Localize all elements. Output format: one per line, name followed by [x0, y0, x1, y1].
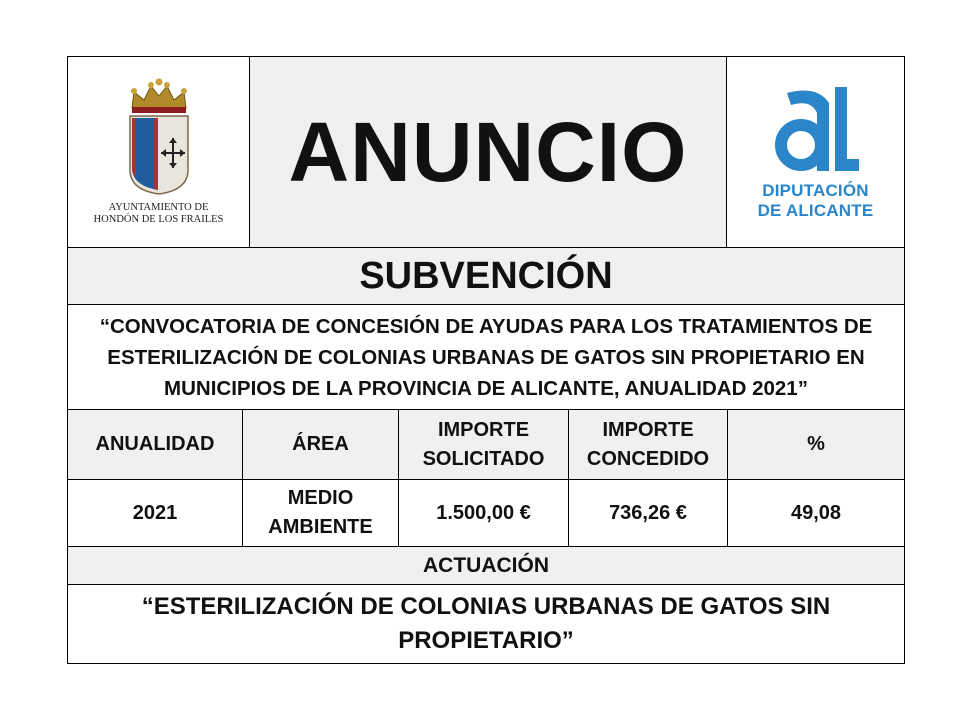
- title-cell: [250, 57, 727, 247]
- header-anualidad: ANUALIDAD: [68, 410, 243, 479]
- announcement-sheet: [67, 56, 905, 664]
- page-title: ANUNCIO: [288, 104, 688, 199]
- ayuntamiento-caption-line1: AYUNTAMIENTO DE: [108, 202, 209, 213]
- cell-porcentaje: 49,08: [790, 501, 842, 524]
- diputacion-logo-cell: [727, 57, 904, 247]
- header-importe-concedido: IMPORTE CONCEDIDO: [569, 410, 728, 479]
- actuacion-text: “ESTERILIZACIÓN DE COLONIAS URBANAS DE GATOS SIN PROPIETARIO”: [141, 593, 831, 654]
- convocatoria-row: [68, 305, 904, 410]
- diputacion-name: [758, 181, 874, 221]
- diputacion-logo-icon: [771, 83, 861, 175]
- diputacion-line2: DE ALICANTE: [757, 201, 874, 220]
- cell-importe-concedido: 736,26 €: [569, 480, 728, 546]
- cell-area: MEDIO AMBIENTE: [243, 480, 399, 546]
- ayuntamiento-caption-line2: HONDÓN DE LOS FRAILES: [93, 214, 224, 225]
- subvencion-row: [68, 248, 904, 305]
- convocatoria-text: “CONVOCATORIA DE CONCESIÓN DE AYUDAS PARA LOS TRATAMIENTOS DE ESTERILIZACIÓN DE COLONIAS URBANAS DE GATOS SIN PROPIETARIO EN MUNICIPIOS DE LA PROVINCIA DE ALICANTE, ANUALIDAD 2021”: [99, 314, 873, 400]
- actuacion-label-row: [68, 547, 904, 585]
- actuacion-label: ACTUACIÓN: [423, 553, 549, 577]
- table-header-row: [68, 410, 904, 480]
- diputacion-line1: DIPUTACIÓN: [762, 181, 869, 200]
- ayuntamiento-logo-cell: [68, 57, 250, 247]
- table-row: [68, 480, 904, 547]
- cell-anualidad: 2021: [68, 480, 243, 546]
- header-area: ÁREA: [243, 410, 399, 479]
- actuacion-row: [68, 585, 904, 663]
- header-row: [68, 57, 904, 248]
- header-porcentaje: %: [807, 433, 825, 455]
- ayuntamiento-caption: [94, 202, 224, 226]
- subvencion-heading: SUBVENCIÓN: [359, 254, 613, 297]
- header-importe-solicitado: IMPORTE SOLICITADO: [399, 410, 569, 479]
- coat-of-arms-icon: [124, 78, 194, 198]
- cell-importe-solicitado: 1.500,00 €: [399, 480, 569, 546]
